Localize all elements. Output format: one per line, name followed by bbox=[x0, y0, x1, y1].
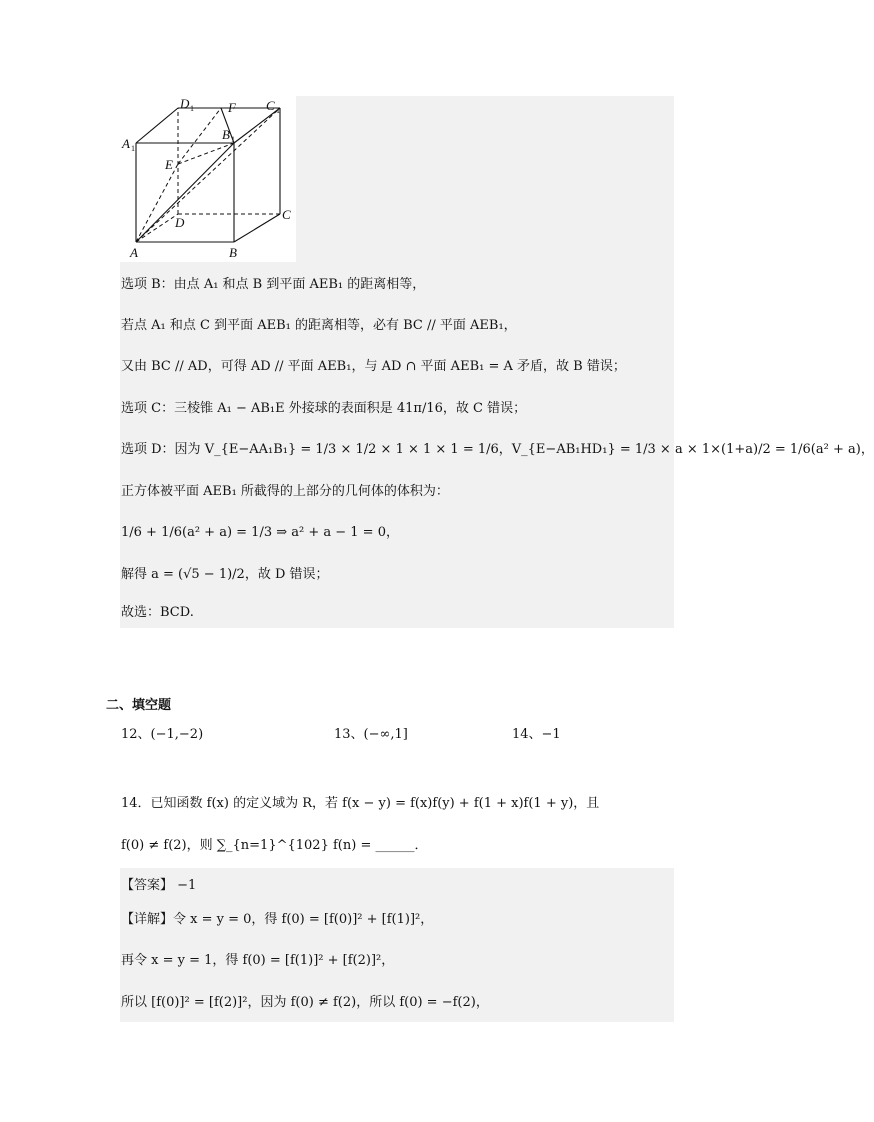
label-D: D bbox=[175, 215, 185, 230]
segment-A-C1 bbox=[136, 108, 280, 242]
segment-A-B1 bbox=[136, 143, 234, 242]
problem-14-line-1: 14．已知函数 f(x) 的定义域为 R，若 f(x − y) = f(x)f(y) + f(1 + x)f(1 + y)，且 bbox=[121, 796, 600, 811]
label-D1: D bbox=[180, 96, 190, 111]
answer-14: 14、−1 bbox=[512, 727, 561, 742]
solution-line-1: 选项 B：由点 A₁ 和点 B 到平面 AEB₁ 的距离相等， bbox=[121, 277, 426, 292]
answer-12: 12、(−1,−2) bbox=[121, 727, 204, 742]
solution-line-8: 解得 a = (√5 − 1)/2，故 D 错误； bbox=[121, 567, 329, 582]
edge-A1-D1 bbox=[136, 108, 178, 143]
edge-B1-C1 bbox=[234, 108, 280, 143]
solution-line-7: 1/6 + 1/6(a² + a) = 1/3 ⇒ a² + a − 1 = 0， bbox=[121, 525, 399, 540]
label-C1: C bbox=[266, 98, 275, 113]
label-E: E bbox=[165, 157, 173, 172]
edge-A-D bbox=[136, 214, 178, 242]
detail-line-2: 再令 x = y = 1，得 f(0) = [f(1)]² + [f(2)]²， bbox=[121, 953, 395, 968]
label-B: B bbox=[229, 245, 237, 260]
solution-line-6: 正方体被平面 AEB₁ 所截得的上部分的几何体的体积为： bbox=[121, 484, 449, 499]
segment-E-B1 bbox=[178, 143, 234, 164]
label-C1-sub: 1 bbox=[276, 106, 280, 115]
label-B1-sub: 1 bbox=[231, 135, 235, 144]
label-A1-sub: 1 bbox=[131, 144, 135, 153]
label-A1: A bbox=[122, 136, 130, 151]
solution-line-5: 选项 D：因为 V_{E−AA₁B₁} = 1/3 × 1/2 × 1 × 1 × 1 = 1/6，V_{E−AB₁HD₁} = 1/3 × a × 1×(1+a)/2 = 1/6(a² + a)， bbox=[121, 442, 874, 457]
edge-B-C bbox=[234, 214, 280, 242]
label-B1: B bbox=[222, 127, 230, 142]
answer-13: 13、(−∞,1] bbox=[334, 727, 408, 742]
label-C: C bbox=[282, 207, 291, 222]
label-F: F bbox=[228, 100, 236, 115]
answer-label: 【答案】 −1 bbox=[121, 878, 197, 893]
cube-figure bbox=[120, 96, 296, 262]
label-D1-sub: 1 bbox=[190, 104, 194, 113]
segment-A-E bbox=[136, 164, 178, 242]
detail-line-3: 所以 [f(0)]² = [f(2)]²，因为 f(0) ≠ f(2)，所以 f(0) = −f(2)， bbox=[121, 995, 489, 1010]
solution-line-3: 又由 BC // AD，可得 AD // 平面 AEB₁，与 AD ∩ 平面 AEB₁ = A 矛盾，故 B 错误； bbox=[121, 359, 626, 374]
solution-line-9: 故选：BCD. bbox=[121, 605, 194, 620]
problem-14-line-2: f(0) ≠ f(2)，则 ∑_{n=1}^{102} f(n) = ______． bbox=[121, 838, 428, 853]
detail-line-1: 【详解】令 x = y = 0，得 f(0) = [f(0)]² + [f(1)]²， bbox=[121, 912, 434, 927]
label-A: A bbox=[130, 245, 138, 260]
section-heading: 二、填空题 bbox=[106, 698, 172, 713]
solution-line-4: 选项 C：三棱锥 A₁ − AB₁E 外接球的表面积是 41π/16，故 C 错误； bbox=[121, 401, 527, 416]
solution-line-2: 若点 A₁ 和点 C 到平面 AEB₁ 的距离相等，必有 BC // 平面 AEB₁， bbox=[121, 318, 517, 333]
